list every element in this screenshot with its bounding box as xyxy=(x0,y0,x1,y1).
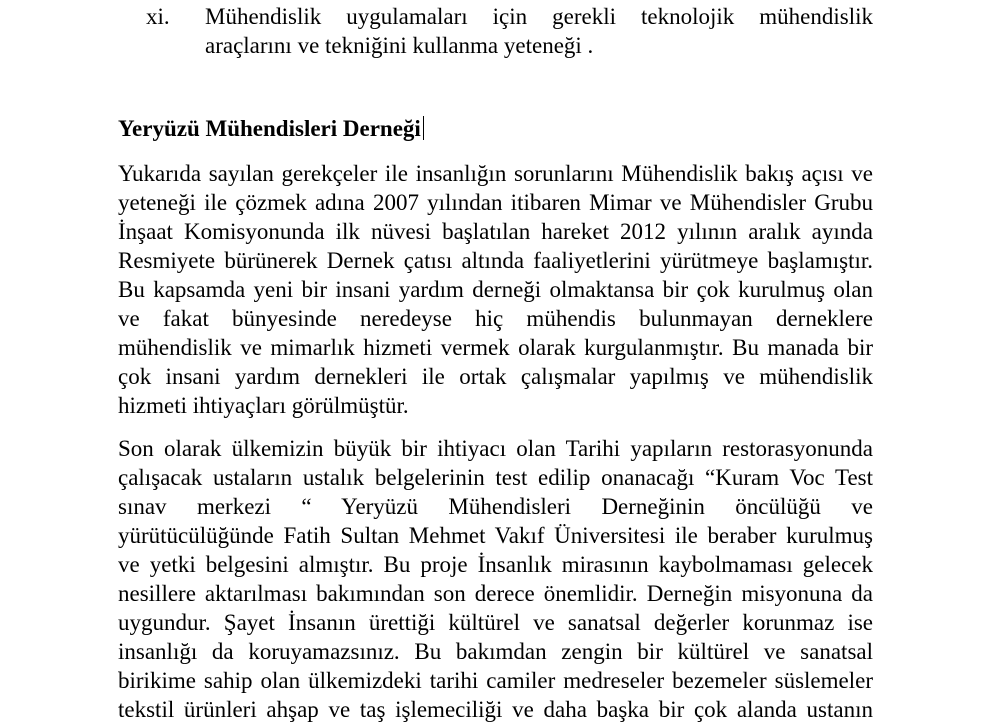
paragraph-line: insanlığı da koruyamazsınız. Bu bakımdan zengin bir kültürel ve sanatsal xyxy=(118,639,873,664)
paragraph-line: birikime sahip olan ülkemizdeki tarihi camiler medreseler bezemeler süslemeler xyxy=(118,668,873,693)
paragraph-line: Yukarıda sayılan gerekçeler ile insanlığın sorunlarını Mühendislik bakış açısı ve xyxy=(118,161,873,186)
paragraph-line: İnşaat Komisyonunda ilk nüvesi başlatılan hareket 2012 yılının aralık ayında xyxy=(118,219,873,244)
paragraph-line: çok insani yardım dernekleri ile ortak çalışmalar yapılmış ve mühendislik xyxy=(118,364,873,389)
paragraph-line: nesillere aktarılması bakımından son derece önemlidir. Derneğin misyonuna da xyxy=(118,581,873,606)
list-item-line: Mühendislik uygulamaları için gerekli teknolojik mühendislik xyxy=(205,4,873,29)
paragraph-line: hizmeti ihtiyaçları görülmüştür. xyxy=(118,393,409,418)
paragraph-line: tekstil ürünleri ahşap ve taş işlemeciliği ve daha başka bir çok alanda ustanın xyxy=(118,697,873,722)
text-cursor xyxy=(423,116,425,140)
paragraph-line: çalışacak ustaların ustalık belgelerinin test edilip onanacağı “Kuram Voc Test xyxy=(118,465,873,490)
section-heading xyxy=(118,114,873,143)
paragraph-line: ve yetki belgesini almıştır. Bu proje İnsanlık mirasının kaybolmaması gelecek xyxy=(118,552,873,577)
section-heading-text: Yeryüzü Mühendisleri Derneği xyxy=(118,116,421,141)
paragraph xyxy=(118,159,873,420)
paragraph-line: uygundur. Şayet İnsanın ürettiği kültürel ve sanatsal değerler korunmaz ise xyxy=(118,610,873,635)
paragraph xyxy=(118,434,873,724)
paragraph-line: yeteneği ile çözmek adına 2007 yılından itibaren Mimar ve Mühendisler Grubu xyxy=(118,190,873,215)
list-item-line: araçlarını ve tekniğini kullanma yeteneği . xyxy=(205,33,594,58)
paragraph-line: mühendislik ve mimarlık hizmeti vermek olarak kurgulanmıştır. Bu manada bir xyxy=(118,335,873,360)
list-item-number: xi. xyxy=(146,4,170,29)
paragraph-line: Son olarak ülkemizin büyük bir ihtiyacı olan Tarihi yapıların restorasyonunda xyxy=(118,436,873,461)
paragraph-line: Resmiyete bürünerek Dernek çatısı altında faaliyetlerini yürütmeye başlamıştır. xyxy=(118,248,873,273)
paragraph-line: Bu kapsamda yeni bir insani yardım derneği olmaktansa bir çok kurulmuş olan xyxy=(118,277,873,302)
paragraph-line: ve fakat bünyesinde neredeyse hiç mühendis bulunmayan derneklere xyxy=(118,306,873,331)
numbered-list-item xyxy=(118,2,873,60)
paragraph-line: yürütücülüğünde Fatih Sultan Mehmet Vakıf Üniversitesi ile beraber kurulmuş xyxy=(118,523,873,548)
paragraph-line: sınav merkezi “ Yeryüzü Mühendisleri Derneğinin öncülüğü ve xyxy=(118,494,873,519)
